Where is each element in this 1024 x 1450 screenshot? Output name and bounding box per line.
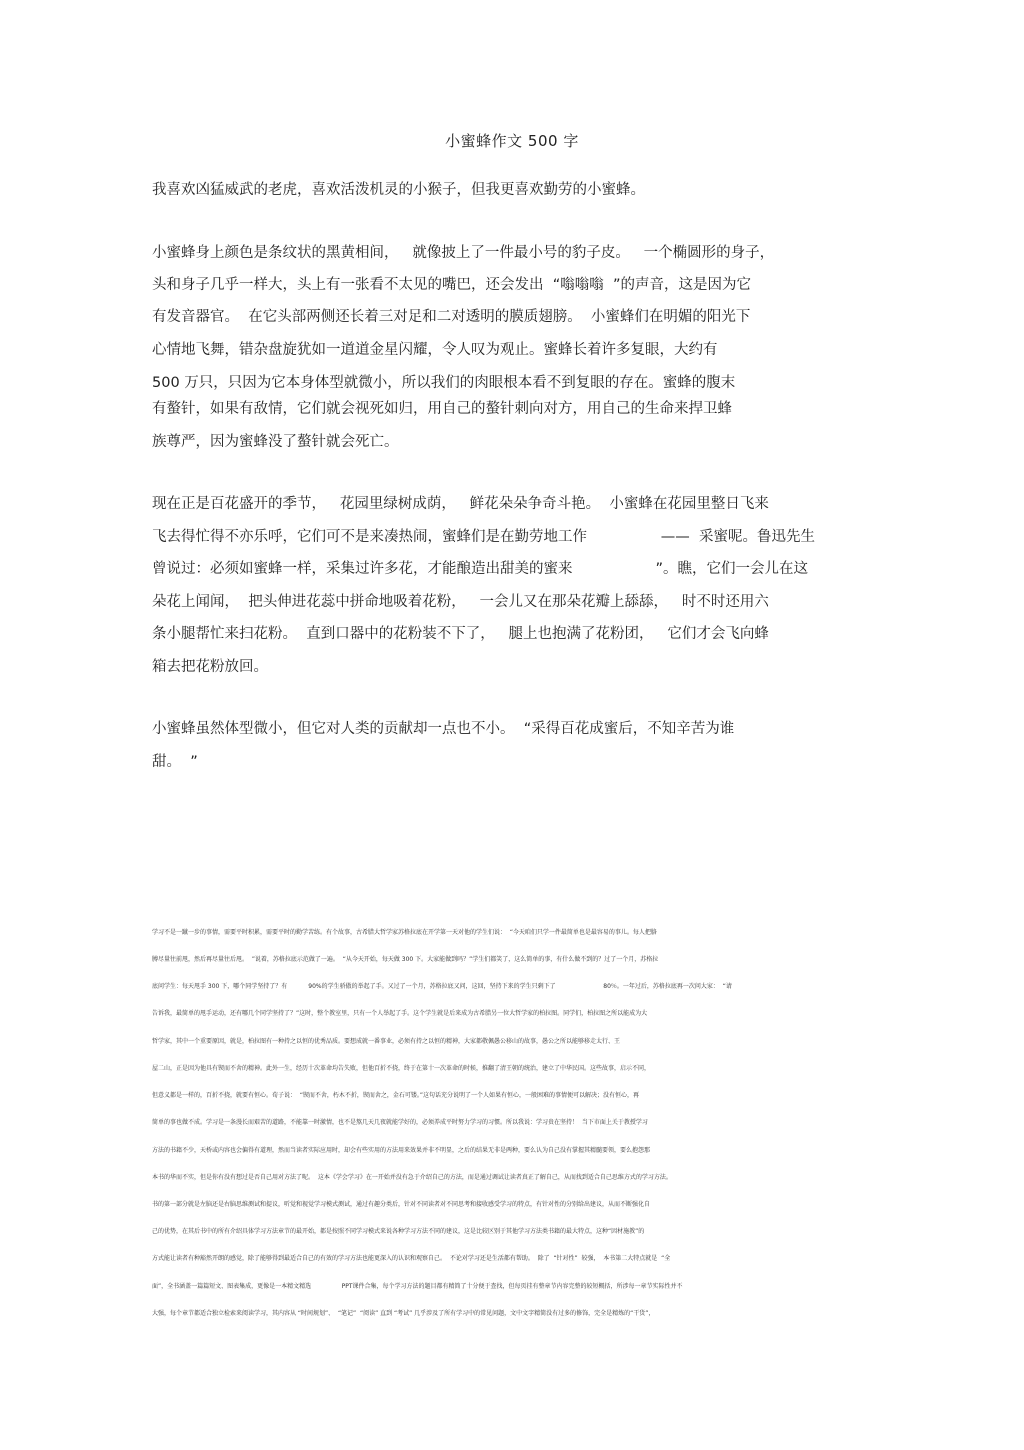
paragraph-line: 现在正是百花盛开的季节， 花园里绿树成荫， 鲜花朵朵争奇斗艳。 小蜜蜂在花园里整日飞来: [152, 496, 769, 512]
appendix-line: 本书的华而不实，但是你有没有想过是否自己用对方法了呢。 这本《学会学习》在一开始并没有急于介绍自己的方法，而是通过调试让读者真正了解自己，从而找到适合自己思维方式的学习方法。: [152, 1174, 672, 1181]
paragraph-line: 条小腿帮忙来扫花粉。 直到口器中的花粉装不下了， 腿上也抱满了花粉团， 它们才会飞向蜂: [152, 626, 769, 642]
appendix-line: 告诉我，最简单的甩手运动，还有哪几个同学坚持了？”这时，整个教室里，只有一个人举起了手。这个学生就是后来成为古希腊另一位大哲学家的柏拉图。同学们，柏拉图之所以能成为大: [152, 1010, 648, 1017]
appendix-line: 书的第一部分就是左脑还是右脑思维测试和提议，听觉和视觉学习模式测试，通过有趣分类后，针对不同读者对不同思考和接收感受学习的特点，有针对性的分别给出建议，从而不断强化自: [152, 1201, 651, 1208]
paragraph-line: 500 万只，只因为它本身体型就微小，所以我们的肉眼根本看不到复眼的存在。蜜蜂的腹末: [152, 375, 736, 391]
appendix-line: 方法的书籍不少，天桥或内容也会偏得有道理，然而当读者实际应用时，却会有些实用的方法用来效果并非不明显，之后的结果无非是两种，要么认为自己没有掌握其精髓要领，要么抱怨那: [152, 1147, 651, 1154]
appendix-line: 但意义都是一样的，百折不挠，就要有恒心。荀子说： “锲而不舍，朽木不折，锲而舍之，金石可镂。”这句话充分说明了一个人如果有恒心，一般困难的事情便可以解决；没有恒心，再: [152, 1092, 640, 1099]
paragraph-line: 心情地飞舞，错杂盘旋犹如一道道金星闪耀，令人叹为观止。蜜蜂长着许多复眼，大约有: [152, 342, 718, 358]
appendix-line: 底问学生：每天甩手 300 下，哪个同学坚持了？有 90%的学生骄傲的举起了手。又过了一个月，苏格拉底又问，这回，坚持下来的学生只剩下了 80％。一年过后，苏格拉底再一次问大家： “请: [152, 983, 732, 990]
paragraph-line: 小蜜蜂身上颜色是条纹状的黑黄相间， 就像披上了一件最小号的豹子皮。 一个椭圆形的身子，: [152, 245, 775, 261]
page-title: 小蜜蜂作文 500 字: [445, 132, 579, 150]
appendix-line: 方式能让读者有种豁然开朗的感觉，除了能够得到最适合自己的有效的学习方法也能更深入的认识和观察自己。 不论对学习还是生活都有帮助。 除了 “针对性” 较强， 本书第二大特点就是 “全: [152, 1255, 671, 1262]
paragraph-line: 有发音器官。 在它头部两侧还长着三对足和二对透明的膜质翅膀。 小蜜蜂们在明媚的阳光下: [152, 309, 751, 325]
appendix-line: 面”，全书涵盖一篇篇短文、图表集成，更像是一本精文精选 PPT课件合集，每个学习方法的题目都有精简了十分便于查找，但每页挂有整章节内容完整的较短概括，所涉每一章节实际性并不: [152, 1283, 683, 1290]
paragraph-line: 有螯针，如果有敌情，它们就会视死如归，用自己的螯针刺向对方，用自己的生命来捍卫蜂: [152, 401, 732, 417]
appendix-line: 简单的事也做不成。学习是一条漫长而艰苦的道路，不能靠一时激情，也不是熬几天几夜就能学好的，必须养成平时努力学习的习惯。所以我说：学习贵在坚持！ 当下市面上关于教授学习: [152, 1119, 648, 1126]
appendix-line: 膊尽量往前甩，然后再尽量往后甩。 ”说着，苏格拉底示范做了一遍。 “从今天开始，每天做 300 下。大家能做到吗？”学生们都笑了，这么简单的事，有什么做不到的？过了一个月，苏格拉: [152, 956, 659, 963]
appendix-line: 屋二山，正是因为他具有锲而不舍的精神。此外一生，经历十次革命均告失败，但他百折不挠，终于在第十一次革命的时候，推翻了清王朝的统治，建立了中华民国。这些故事，启示不同，: [152, 1065, 651, 1072]
paragraph-line: 朵花上闻闻， 把头伸进花蕊中拼命地吸着花粉， 一会儿又在那朵花瓣上舔舔， 时不时还用六: [152, 594, 769, 610]
paragraph-line: 曾说过：必须如蜜蜂一样，采集过许多花，才能酿造出甜美的蜜来 ”。瞧，它们一会儿在这: [152, 561, 808, 577]
appendix-line: 大强，每个章节都适合独立检索来阅读学习，其内容从 “时间规划”、 “笔记” “阅读” 直到 “考试” 几乎涉及了所有学习中的常见问题，文中文字精简没有过多的修饰，完全是精炼的“干货”，: [152, 1310, 655, 1317]
paragraph-line: 小蜜蜂虽然体型微小，但它对人类的贡献却一点也不小。 “采得百花成蜜后，不知辛苦为谁: [152, 721, 735, 737]
paragraph-line: 我喜欢凶猛威武的老虎，喜欢活泼机灵的小猴子，但我更喜欢勤劳的小蜜蜂。: [152, 182, 645, 198]
paragraph-line: 头和身子几乎一样大，头上有一张看不太见的嘴巴，还会发出 “嗡嗡嗡 ”的声音，这是因为它: [152, 277, 751, 293]
paragraph-line: 甜。 ”: [152, 754, 198, 770]
paragraph-line: 飞去得忙得不亦乐呼，它们可不是来凑热闹，蜜蜂们是在勤劳地工作 —— 采蜜呢。鲁迅先生: [152, 529, 815, 545]
appendix-line: 学习不是一蹴一步的事情，需要平时积累，需要平时的勤学苦练。有个故事，古希腊大哲学家苏格拉底在开学第一天对他的学生们说： “今天咱们只学一件最简单也是最容易的事儿。每人把胳: [152, 929, 657, 936]
paragraph-line: 族尊严，因为蜜蜂没了螯针就会死亡。: [152, 434, 399, 450]
appendix-line: 哲学家，其中一个重要原因，就是，柏拉图有一种持之以恒的优秀品质。要想成就一番事业，必须有持之以恒的精神，大家都敬佩愚公移山的故事，愚公之所以能够移走太行、王: [152, 1038, 621, 1045]
paragraph-line: 箱去把花粉放回。: [152, 659, 268, 675]
appendix-line: 己的优势，在其后书中的所有介绍具体学习方法章节的最开始，都是按照不同学习模式来说各种学习方法不同的建议，这是比较区别于其他学习方法类书籍的最大特点，这种“因材施教”的: [152, 1228, 645, 1235]
